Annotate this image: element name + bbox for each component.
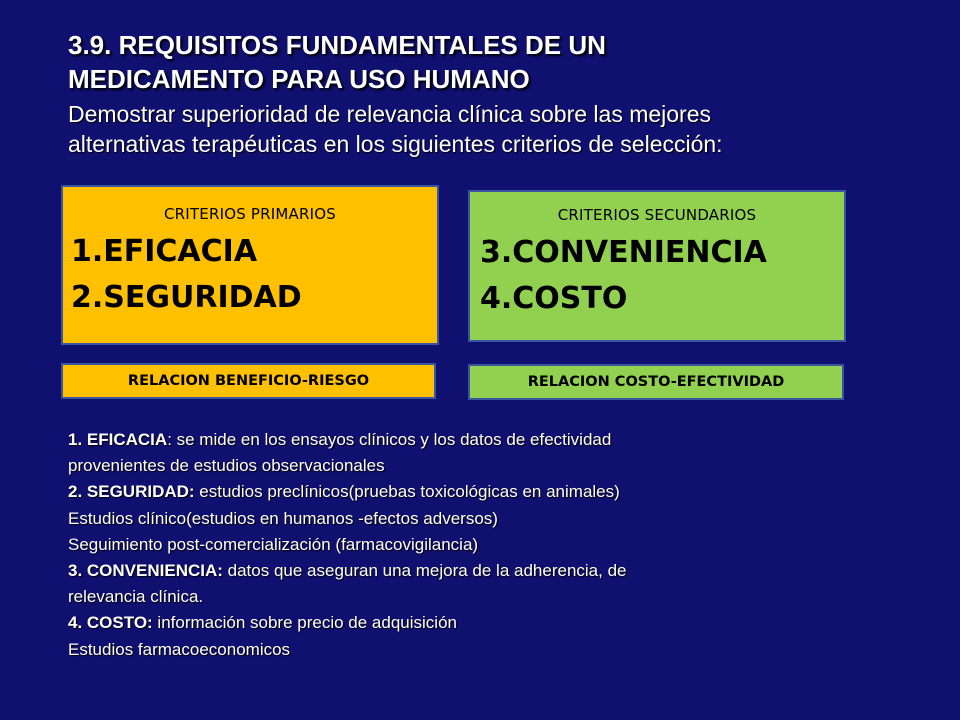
detail-eficacia-text: : se mide en los ensayos clínicos y los datos de efectividad [167, 430, 612, 449]
detail-costo-label: 4. COSTO: [68, 613, 153, 633]
cost-effectiveness-relation-label: RELACION COSTO-EFECTIVIDAD [468, 364, 844, 400]
primary-criteria-heading: CRITERIOS PRIMARIOS [164, 205, 336, 223]
detail-costo-line-2: Estudios farmacoeconomicos [68, 639, 291, 659]
detail-seguridad-text: estudios preclínicos(pruebas toxicológicas en animales) [194, 482, 620, 502]
intro-text [68, 99, 928, 159]
detail-seguridad [68, 479, 868, 505]
detail-seguridad-label: 2. SEGURIDAD: [68, 482, 195, 502]
detail-costo-text: información sobre precio de adquisición [152, 613, 457, 633]
criteria-details [68, 427, 868, 663]
detail-seguridad-line-3: Seguimiento post-comercialización (farmacovigilancia) [68, 534, 479, 554]
slide-title-line-1: 3.9. REQUISITOS FUNDAMENTALES DE UN [68, 30, 606, 60]
intro-line-2: alternativas terapéuticas en los siguientes criterios de selección: [68, 131, 723, 157]
intro-line-1: Demostrar superioridad de relevancia clínica sobre las mejores [68, 101, 712, 127]
detail-eficacia-continuation: provenientes de estudios observacionales [68, 456, 385, 476]
secondary-criterion-item: 3.CONVENIENCIA [480, 235, 767, 270]
secondary-criteria-heading: CRITERIOS SECUNDARIOS [557, 206, 757, 224]
primary-criterion-item: 1.EFICACIA [71, 234, 258, 269]
primary-criterion-item: 2.SEGURIDAD [71, 280, 302, 315]
secondary-criterion-item: 4.COSTO [480, 281, 628, 316]
detail-eficacia [68, 427, 868, 453]
detail-conveniencia [68, 558, 868, 584]
detail-conveniencia-label: 3. CONVENIENCIA: [68, 561, 223, 581]
detail-conveniencia-text: datos que aseguran una mejora de la adherencia, de [222, 561, 627, 581]
detail-eficacia-label: 1. EFICACIA [68, 430, 168, 449]
detail-seguridad-line-2: Estudios clínico(estudios en humanos -efectos adversos) [68, 508, 498, 528]
slide-title-line-2: MEDICAMENTO PARA USO HUMANO [68, 64, 530, 94]
primary-criteria-box [61, 185, 439, 345]
primary-criteria-list [63, 229, 437, 321]
benefit-risk-relation-label: RELACION BENEFICIO-RIESGO [61, 363, 436, 399]
detail-costo [68, 610, 868, 636]
secondary-criteria-list [470, 230, 844, 322]
detail-conveniencia-continuation: relevancia clínica. [68, 587, 204, 607]
slide-title [68, 28, 928, 96]
secondary-criteria-box [468, 190, 846, 342]
